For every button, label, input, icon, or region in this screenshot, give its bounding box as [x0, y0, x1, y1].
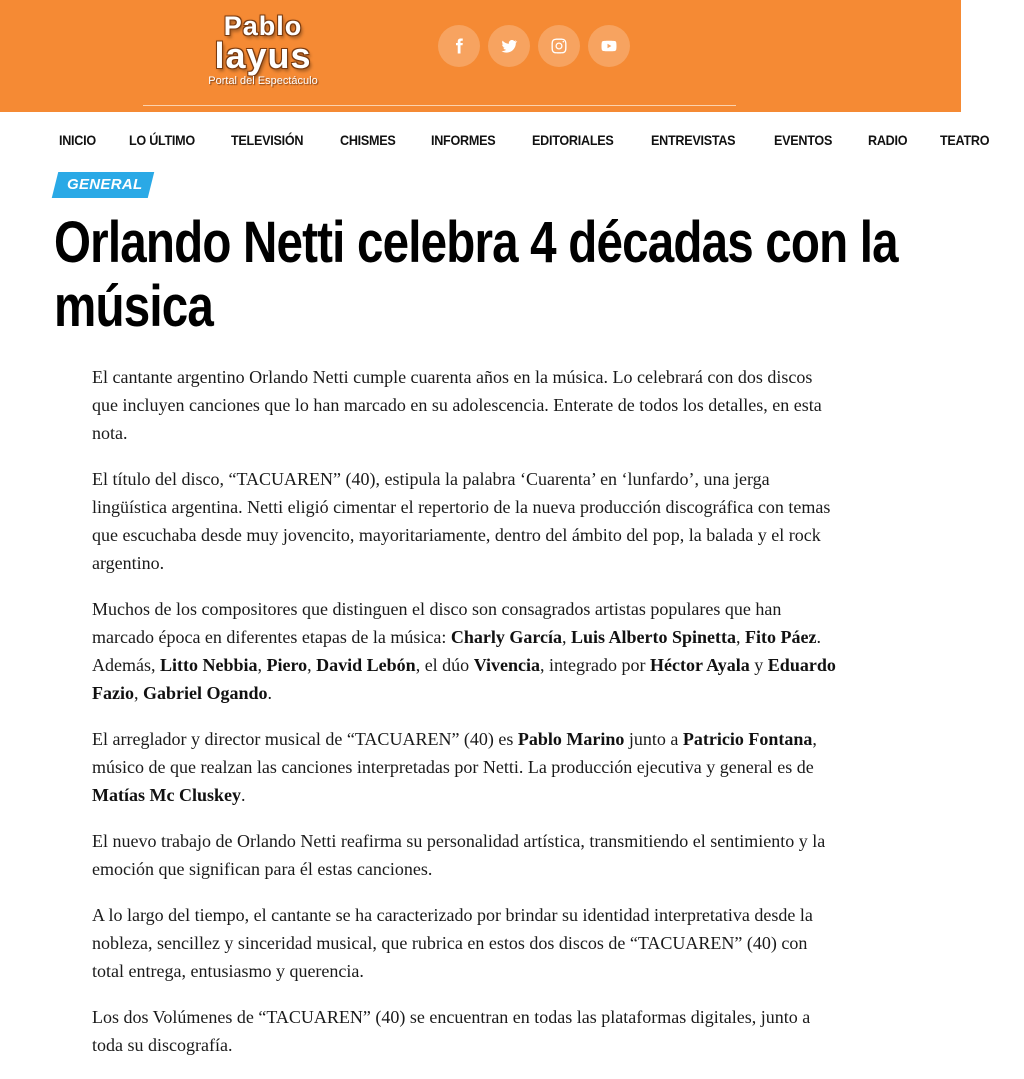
paragraph-text: , músico de que realzan las canciones interpretadas por Netti. La producción ejecutiva y general es de — [92, 729, 817, 777]
article-paragraph — [92, 363, 840, 447]
paragraph-text: El cantante argentino Orlando Netti cumple cuarenta años en la música. Lo celebrará con dos discos que incluyen canciones que lo han marcado en su adolescencia. Enterate de todos los detalles, en esta nota. — [92, 367, 822, 443]
nav-list — [59, 132, 1024, 148]
article-paragraph — [92, 1003, 840, 1059]
paragraph-text: junto a — [624, 729, 683, 749]
nav-item-teatro[interactable]: TEATRO — [940, 132, 990, 148]
paragraph-text: , el dúo — [415, 655, 474, 675]
nav-item-informes[interactable]: INFORMES — [431, 132, 496, 148]
paragraph-text: , — [257, 655, 267, 675]
nav-item-inicio[interactable]: INICIO — [59, 132, 96, 148]
nav-item-radio[interactable]: RADIO — [867, 132, 907, 148]
bold-name: David Lebón — [316, 655, 416, 675]
bold-name: Matías Mc Cluskey — [92, 785, 241, 805]
bold-name: Piero — [266, 655, 308, 675]
paragraph-text: Los dos Volúmenes de “TACUAREN” (40) se encuentran en todas las plataformas digitales, junto a toda su discografía. — [92, 1007, 811, 1055]
social-links — [438, 25, 630, 67]
bold-name: Charly García — [450, 627, 562, 647]
bold-name: Eduardo Fazio — [92, 655, 836, 703]
instagram-icon[interactable] — [538, 25, 580, 67]
logo-wordmark-bottom: layus — [214, 35, 312, 76]
article-title: Orlando Netti celebra 4 décadas con la música — [54, 210, 898, 339]
article-paragraph — [92, 725, 840, 809]
paragraph-text: El nuevo trabajo de Orlando Netti reafirma su personalidad artística, transmitiendo el sentimiento y la emoción que significan para él estas canciones. — [92, 831, 826, 879]
paragraph-text: . Además, — [92, 627, 821, 675]
site-header — [0, 0, 961, 112]
bold-name: Patricio Fontana — [682, 729, 813, 749]
paragraph-text: , — [134, 683, 143, 703]
paragraph-text: , — [736, 627, 746, 647]
header-divider — [143, 105, 736, 106]
article-paragraph — [92, 465, 840, 577]
nav-item-chismes[interactable]: CHISMES — [340, 132, 397, 148]
article-paragraph — [92, 901, 840, 985]
site-logo[interactable] — [188, 10, 338, 94]
paragraph-text: . — [240, 785, 246, 805]
bold-name: Fito Páez — [745, 627, 817, 647]
nav-item-editoriales[interactable]: EDITORIALES — [531, 132, 614, 148]
paragraph-text: El arreglador y director musical de “TACUAREN” (40) es — [92, 729, 518, 749]
article-body — [92, 363, 840, 1077]
bold-name: Héctor Ayala — [649, 655, 750, 675]
nav-item-lo-ultimo[interactable]: LO ÚLTIMO — [128, 132, 195, 148]
paragraph-text: . — [267, 683, 273, 703]
paragraph-text: , integrado por — [540, 655, 650, 675]
nav-item-television[interactable]: TELEVISIÓN — [231, 132, 304, 148]
bold-name: Litto Nebbia — [159, 655, 258, 675]
paragraph-text: A lo largo del tiempo, el cantante se ha caracterizado por brindar su identidad interpretativa desde la nobleza, sencillez y sinceridad musical, que rubrica en estos dos discos de “TACUAREN” (40) con total entrega, entusiasmo y querencia. — [92, 905, 813, 981]
facebook-icon[interactable] — [438, 25, 480, 67]
category-badge-label[interactable]: GENERAL — [67, 176, 143, 193]
logo-wordmark-top: Pablo — [223, 11, 303, 41]
paragraph-text: Muchos de los compositores que distinguen el disco son consagrados artistas populares que han marcado época en diferentes etapas de la música: — [92, 599, 782, 647]
paragraph-text: El título del disco, “TACUAREN” (40), estipula la palabra ‘Cuarenta’ en ‘lunfardo’, una jerga lingüística argentina. Netti eligió cimentar el repertorio de la nueva producción discográfica con temas que escuchaba desde muy jovencito, mayoritariamente, dentro del ámbito del pop, la balada y el rock argentino. — [92, 469, 831, 573]
paragraph-text: , — [307, 655, 317, 675]
nav-item-entrevistas[interactable]: ENTREVISTAS — [651, 132, 736, 148]
bold-name: Gabriel Ogando — [143, 683, 268, 703]
youtube-icon[interactable] — [588, 25, 630, 67]
main-nav — [0, 112, 990, 168]
paragraph-text: y — [749, 655, 768, 675]
twitter-icon[interactable] — [488, 25, 530, 67]
article-paragraph — [92, 827, 840, 883]
bold-name: Vivencia — [473, 655, 541, 675]
bold-name: Luis Alberto Spinetta — [570, 627, 737, 647]
article-paragraph — [92, 595, 840, 707]
paragraph-text: , — [561, 627, 571, 647]
bold-name: Pablo Marino — [517, 729, 625, 749]
logo-tagline: Portal del Espectáculo — [208, 75, 318, 87]
nav-item-eventos[interactable]: EVENTOS — [773, 132, 833, 148]
